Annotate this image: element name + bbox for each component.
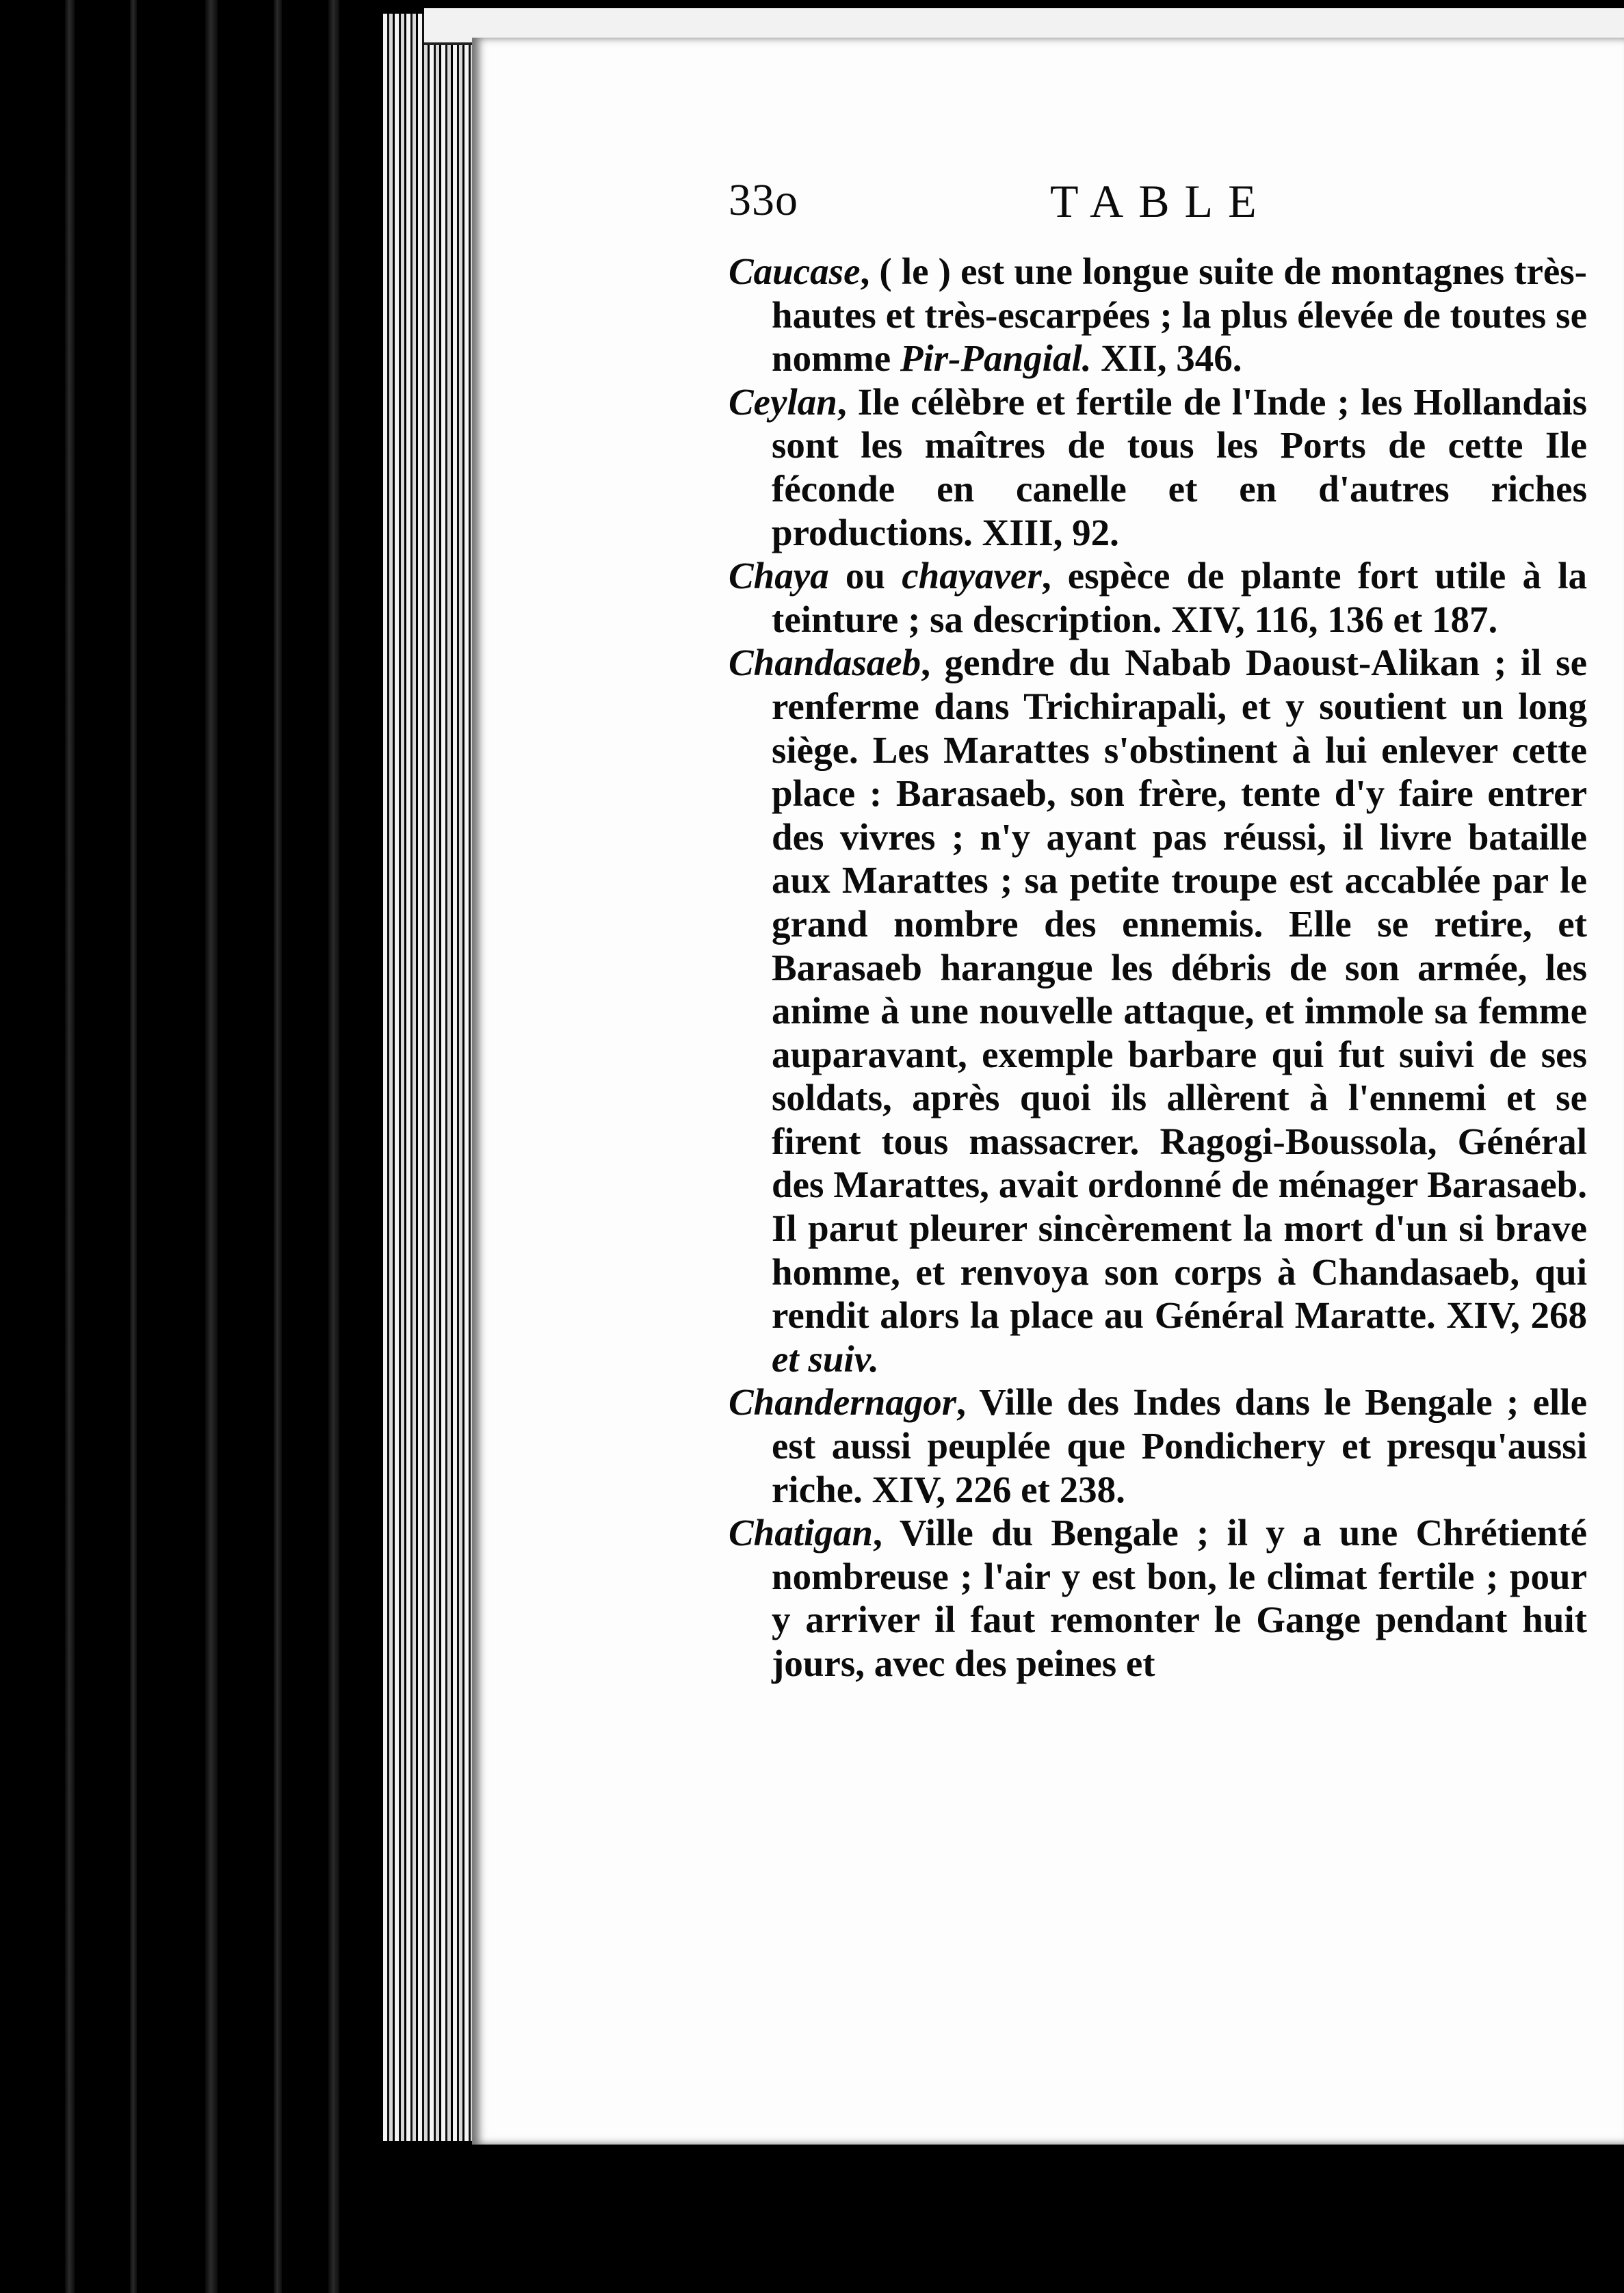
index-entry-chandasaeb	[729, 641, 1587, 1380]
entry-term: Caucase	[729, 250, 861, 292]
index-entry-chatigan	[729, 1511, 1587, 1685]
book-page	[472, 38, 1624, 2145]
entry-italic: chayaver	[902, 555, 1042, 597]
entry-term: Chaya	[729, 555, 829, 597]
entry-text: , ( le ) est une longue suite de montagnes très-hautes et très-escarpées ; la plus élevée de toutes se nomme	[772, 250, 1587, 380]
entry-italic: et suiv.	[772, 1337, 879, 1380]
page-header	[729, 174, 1587, 250]
entry-italic: Pir-Pangial.	[900, 337, 1092, 380]
index-entry-chaya	[729, 554, 1587, 641]
entry-text: , Ville des Indes dans le Bengale ; elle est aussi peuplée que Pondichery et presqu'aussi riche. XIV, 226 et 238.	[772, 1381, 1587, 1510]
index-entry-caucase	[729, 250, 1587, 380]
index-entry-chandernagor	[729, 1380, 1587, 1511]
page-stack	[383, 14, 479, 2141]
edge-stripe	[205, 0, 218, 2293]
edge-stripe	[65, 0, 75, 2293]
running-title: TABLE	[1050, 175, 1272, 227]
index-entry-ceylan	[729, 380, 1587, 554]
page-number: 33o	[729, 175, 798, 225]
entry-text: , Ile célèbre et fertile de l'Inde ; les Hollandais sont les maîtres de tous les Ports de cette Ile féconde en canelle et en d'autres riches productions. XIII, 92.	[772, 380, 1587, 553]
edge-stripe	[328, 0, 339, 2293]
entry-term: Chandernagor	[729, 1381, 957, 1424]
edge-stripe	[130, 0, 137, 2293]
entry-term: Ceylan	[729, 380, 837, 423]
entry-text: , Ville du Bengale ; il y a une Chrétienté nombreuse ; l'air y est bon, le climat fertile ; pour y arriver il faut remonter le Gange pendant huit jours, avec des peines et	[772, 1512, 1587, 1684]
edge-stripe	[274, 0, 282, 2293]
entry-text: , gendre du Nabab Daoust-Alikan ; il se renferme dans Trichirapali, et y soutient un long siège. Les Marattes s'obstinent à lui enlever cette place : Barasaeb, son frère, tente d'y faire entrer des vivres ; n'y ayant pas réussi, il livre bataille aux Marattes ; sa petite troupe est accablée par le grand nombre des ennemis. Elle se retire, et Barasaeb harangue les débris de son armée, les anime à une nouvelle attaque, et immole sa femme auparavant, exemple barbare qui fut suivi de ses soldats, après quoi ils allèrent à l'ennemi et se firent tous massacrer. Ragogi-Boussola, Général des Marattes, avait ordonné de ménager Barasaeb. Il parut pleurer sincèrement la mort d'un si brave homme, et renvoya son corps à Chandasaeb, qui rendit alors la place au Général Maratte. XIV, 268	[772, 642, 1587, 1337]
entry-term: Chatigan	[729, 1512, 873, 1554]
entry-text: ou	[828, 555, 902, 597]
entry-tail: XII, 346.	[1091, 337, 1242, 380]
page-content	[729, 174, 1587, 1686]
entry-term: Chandasaeb	[729, 642, 921, 684]
entry-tail: , espèce de plante fort utile à la teinture ; sa description. XIV, 116, 136 et 187.	[772, 555, 1587, 640]
